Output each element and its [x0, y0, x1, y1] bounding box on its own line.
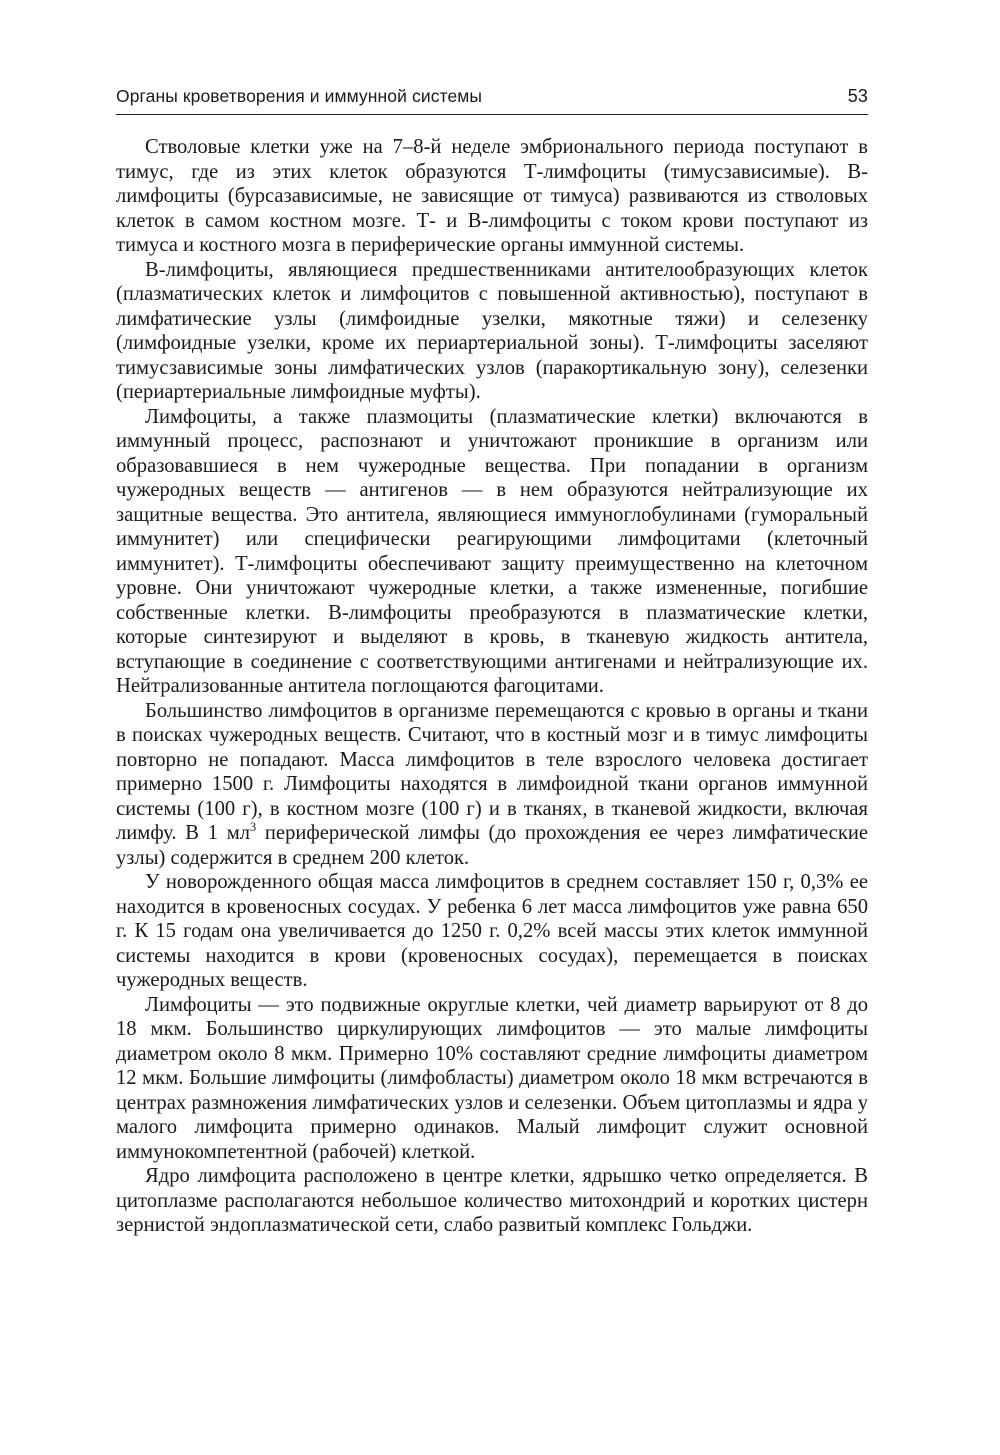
cubic-superscript: 3: [250, 820, 257, 835]
paragraph: [116, 699, 868, 871]
paragraph: Стволовые клетки уже на 7–8-й неделе эмбрионального периода поступают в тимус, где из этих клеток образуются Т-лимфоциты (тимусзависимые). В-лимфоциты (бурсазависимые, не зависящие от тимуса) развиваются из стволовых клеток в самом костном мозге. Т- и В-лимфоциты с током крови поступают из тимуса и костного мозга в периферические органы иммунной системы.: [116, 136, 868, 256]
paragraph-text: периферической лимфы (до прохождения ее через лимфатические узлы) содержится в среднем 200 клеток.: [116, 822, 868, 869]
paragraph: У новорожденного общая масса лимфоцитов в среднем составляет 150 г, 0,3% ее находится в кровеносных сосудах. У ребенка 6 лет масса лимфоцитов уже равна 650 г. К 15 годам она увеличивается до 1250 г. 0,2% всей массы этих клеток иммунной системы находится в крови (кровеносных сосудах), перемещается в поисках чужеродных веществ.: [116, 871, 868, 991]
paragraph: Лимфоциты — это подвижные округлые клетки, чей диаметр варьируют от 8 до 18 мкм. Большинство циркулирующих лимфоцитов — это малые лимфоциты диаметром около 8 мкм. Примерно 10% составляют средние лимфоциты диаметром 12 мкм. Большие лимфоциты (лимфобласты) диаметром около 18 мкм встречаются в центрах размножения лимфатических узлов и селезенки. Объем цитоплазмы и ядра у малого лимфоцита примерно одинаков. Малый лимфоцит служит основной иммунокомпетентной (рабочей) клеткой.: [116, 993, 868, 1163]
book-page: [116, 86, 868, 1238]
body-text: [116, 135, 868, 1238]
paragraph: В-лимфоциты, являющиеся предшественниками антителообразующих клеток (плазматических клеток и лимфоцитов с повышенной активностью), поступают в лимфатические узлы (лимфоидные узелки, мякотные тяжи) и селезенку (лимфоидные узелки, кроме их периартериальной зоны). Т-лимфоциты заселяют тимусзависимые зоны лимфатических узлов (паракортикальную зону), селезенки (периартериальные лимфоидные муфты).: [116, 258, 868, 403]
paragraph-text: Большинство лимфоцитов в организме перемещаются с кровью в органы и ткани в поисках чужеродных веществ. Считают, что в костный мозг и в тимус лимфоциты повторно не попадают. Масса лимфоцитов в теле взрослого человека достигает примерно 1500 г. Лимфоциты находятся в лимфоидной ткани органов иммунной системы (100 г), в костном мозге (100 г) и в тканях, в тканевой жидкости, включая лимфу. В 1 мл: [116, 699, 868, 844]
paragraph: Лимфоциты, а также плазмоциты (плазматические клетки) включаются в иммунный процесс, распознают и уничтожают проникшие в организм или образовавшиеся в нем чужеродные вещества. При попадании в организм чужеродных веществ — антигенов — в нем образуются нейтрализующие их защитные вещества. Это антитела, являющиеся иммуноглобулинами (гуморальный иммунитет) или специфически реагирующими лимфоцитами (клеточный иммунитет). Т-лимфоциты обеспечивают защиту преимущественно на клеточном уровне. Они уничтожают чужеродные клетки, а также измененные, погибшие собственные клетки. В-лимфоциты преобразуются в плазматические клетки, которые синтезируют и выделяют в кровь, в тканевую жидкость антитела, вступающие в соединение с соответствующими антигенами и нейтрализующие их. Нейтрализованные антитела поглощаются фагоцитами.: [116, 405, 868, 697]
page-number: 53: [847, 86, 868, 106]
paragraph: Ядро лимфоцита расположено в центре клетки, ядрышко четко определяется. В цитоплазме располагаются небольшое количество митохондрий и коротких цистерн зернистой эндоплазматической сети, слабо развитый комплекс Гольджи.: [116, 1165, 868, 1236]
chapter-title: Органы кроветворения и иммунной системы: [116, 86, 483, 106]
running-header: [116, 86, 868, 115]
